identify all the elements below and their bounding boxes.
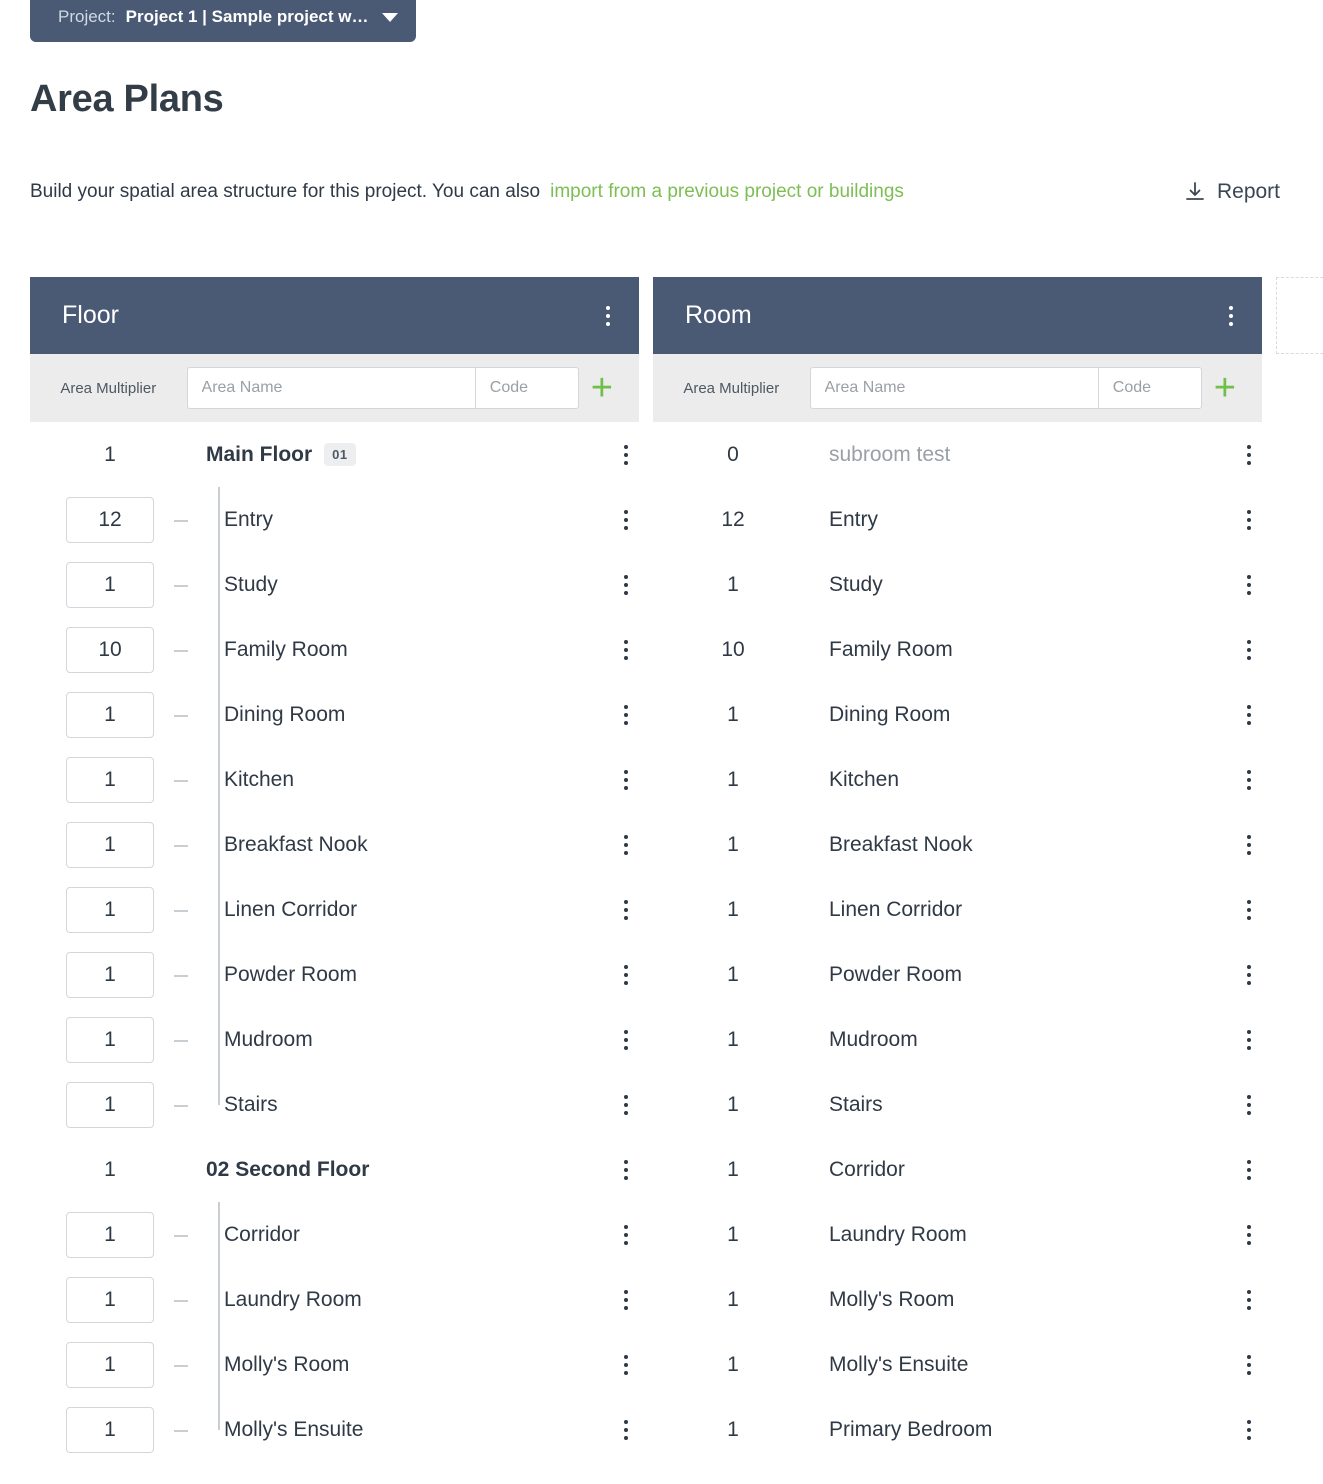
- row-menu-icon[interactable]: [613, 1355, 639, 1375]
- project-selector[interactable]: [30, 0, 416, 42]
- row-menu-icon[interactable]: [613, 510, 639, 530]
- row-multiplier-cell: [30, 1277, 190, 1323]
- row-name-cell[interactable]: [813, 1223, 1236, 1247]
- table-row[interactable]: [653, 1202, 1262, 1267]
- project-selector-label: Project:: [58, 7, 116, 26]
- table-row[interactable]: [30, 1332, 639, 1397]
- row-menu-icon[interactable]: [1236, 770, 1262, 790]
- table-row[interactable]: [653, 1267, 1262, 1332]
- multiplier-input[interactable]: 1: [66, 1017, 154, 1063]
- row-menu-icon[interactable]: [613, 1030, 639, 1050]
- column-floor: [30, 277, 639, 1462]
- multiplier-input[interactable]: 1: [66, 1082, 154, 1128]
- row-multiplier-cell: [653, 1223, 813, 1247]
- row-name: Powder Room: [829, 962, 963, 986]
- row-menu-icon[interactable]: [1236, 1355, 1262, 1375]
- row-name-cell[interactable]: [190, 768, 613, 792]
- table-row[interactable]: [653, 942, 1262, 1007]
- area-plan-board: [30, 277, 1323, 1462]
- multiplier-value: 1: [727, 767, 739, 791]
- table-row[interactable]: [653, 1007, 1262, 1072]
- row-multiplier-cell: [653, 573, 813, 597]
- multiplier-value: 1: [727, 1092, 739, 1116]
- multiplier-input[interactable]: 1: [66, 1277, 154, 1323]
- row-name-cell[interactable]: [190, 573, 613, 597]
- row-name: Laundry Room: [829, 1222, 967, 1246]
- table-row[interactable]: [653, 682, 1262, 747]
- row-menu-icon[interactable]: [1236, 835, 1262, 855]
- row-menu-icon[interactable]: [1236, 1290, 1262, 1310]
- row-name-cell[interactable]: [813, 833, 1236, 857]
- multiplier-value: 0: [727, 442, 739, 466]
- multiplier-input[interactable]: 1: [66, 822, 154, 868]
- row-menu-icon[interactable]: [613, 965, 639, 985]
- row-name: Corridor: [829, 1157, 905, 1181]
- row-menu-icon[interactable]: [1236, 1095, 1262, 1115]
- row-name-cell[interactable]: [813, 898, 1236, 922]
- row-menu-icon[interactable]: [613, 1095, 639, 1115]
- row-multiplier-cell: [30, 692, 190, 738]
- row-name-cell[interactable]: [813, 1093, 1236, 1117]
- table-row[interactable]: [653, 812, 1262, 877]
- multiplier-value: 1: [727, 1352, 739, 1376]
- row-name: Study: [224, 572, 278, 596]
- row-multiplier-cell: [30, 952, 190, 998]
- row-menu-icon[interactable]: [1236, 965, 1262, 985]
- row-name: Molly's Ensuite: [829, 1352, 969, 1376]
- row-menu-icon[interactable]: [613, 1420, 639, 1440]
- room-row-list: [653, 422, 1262, 1462]
- row-name: Breakfast Nook: [224, 832, 368, 856]
- row-name-cell[interactable]: [190, 703, 613, 727]
- multiplier-input[interactable]: 10: [66, 627, 154, 673]
- tree-trunk: [218, 1202, 220, 1430]
- row-multiplier-cell: [653, 833, 813, 857]
- row-name-cell[interactable]: [813, 1418, 1236, 1442]
- row-multiplier-cell: [653, 1288, 813, 1312]
- multiplier-value: 1: [727, 1027, 739, 1051]
- row-name-cell[interactable]: [190, 1418, 613, 1442]
- tree-connector: [174, 520, 188, 522]
- column-floor-menu-icon[interactable]: [595, 306, 621, 326]
- floor-code-input[interactable]: [475, 367, 579, 409]
- row-name: Dining Room: [224, 702, 346, 726]
- row-name: Laundry Room: [224, 1287, 362, 1311]
- row-menu-icon[interactable]: [613, 1225, 639, 1245]
- table-row[interactable]: [653, 1397, 1262, 1462]
- row-name: Linen Corridor: [829, 897, 963, 921]
- row-name-cell[interactable]: [813, 1288, 1236, 1312]
- row-multiplier-cell: [653, 1093, 813, 1117]
- table-row[interactable]: [653, 747, 1262, 812]
- row-name: Entry: [829, 507, 879, 531]
- row-name: Kitchen: [224, 767, 295, 791]
- multiplier-value: 1: [727, 1417, 739, 1441]
- row-code-badge: 01: [324, 443, 355, 466]
- report-button-label: Report: [1216, 180, 1280, 203]
- tree-connector: [174, 975, 188, 977]
- row-name-cell[interactable]: [813, 508, 1236, 532]
- page-title: Area Plans: [30, 78, 224, 120]
- row-name: Primary Bedroom: [829, 1417, 993, 1441]
- row-menu-icon[interactable]: [613, 900, 639, 920]
- row-menu-icon[interactable]: [613, 640, 639, 660]
- tree-connector: [174, 650, 188, 652]
- row-name: 02 Second Floor: [206, 1157, 370, 1181]
- multiplier-value: 1: [727, 1222, 739, 1246]
- row-multiplier-cell: [30, 887, 190, 933]
- area-multiplier-label: Area Multiplier: [60, 379, 157, 397]
- table-row[interactable]: [30, 1397, 639, 1462]
- row-name-cell[interactable]: [813, 963, 1236, 987]
- table-row[interactable]: [30, 1137, 639, 1202]
- row-multiplier-cell: [653, 1158, 813, 1182]
- download-icon: [1183, 180, 1207, 204]
- row-multiplier-cell: [653, 508, 813, 532]
- row-multiplier-cell: [653, 443, 813, 467]
- row-name: Dining Room: [829, 702, 951, 726]
- multiplier-value: 1: [727, 1157, 739, 1181]
- report-button[interactable]: [1183, 180, 1300, 204]
- row-name: Main Floor: [206, 442, 313, 466]
- row-name: Corridor: [224, 1222, 300, 1246]
- column-floor-title: Floor: [62, 301, 119, 329]
- table-row[interactable]: [653, 617, 1262, 682]
- multiplier-value: 10: [721, 637, 745, 661]
- row-multiplier-cell: [30, 1342, 190, 1388]
- row-menu-icon[interactable]: [1236, 575, 1262, 595]
- column-room-menu-icon[interactable]: [1218, 306, 1244, 326]
- row-multiplier-cell: [30, 757, 190, 803]
- row-name-cell[interactable]: [190, 1093, 613, 1117]
- row-multiplier-cell: [30, 443, 190, 467]
- table-row[interactable]: [653, 552, 1262, 617]
- row-multiplier-cell: [653, 963, 813, 987]
- row-name: subroom test: [829, 442, 951, 466]
- table-row[interactable]: [30, 1072, 639, 1137]
- row-name-cell[interactable]: [813, 1028, 1236, 1052]
- row-multiplier-cell: [653, 1353, 813, 1377]
- multiplier-value: 1: [727, 897, 739, 921]
- table-row[interactable]: [30, 877, 639, 942]
- tree-trunk: [218, 487, 220, 1105]
- row-name: Molly's Ensuite: [224, 1417, 364, 1441]
- column-floor-header: [30, 277, 639, 354]
- row-menu-icon[interactable]: [1236, 1420, 1262, 1440]
- area-multiplier-label: Area Multiplier: [683, 379, 780, 397]
- row-menu-icon[interactable]: [1236, 1225, 1262, 1245]
- row-name-cell[interactable]: [190, 898, 613, 922]
- multiplier-input[interactable]: 1: [66, 1342, 154, 1388]
- row-menu-icon[interactable]: [1236, 640, 1262, 660]
- tree-connector: [174, 845, 188, 847]
- floor-area-name-input[interactable]: [187, 367, 475, 409]
- row-name-cell[interactable]: [190, 963, 613, 987]
- row-name-cell[interactable]: [813, 703, 1236, 727]
- row-name: Entry: [224, 507, 274, 531]
- row-menu-icon[interactable]: [613, 770, 639, 790]
- table-row[interactable]: [653, 1072, 1262, 1137]
- column-room-header: [653, 277, 1262, 354]
- row-multiplier-cell: [30, 1017, 190, 1063]
- row-name-cell[interactable]: [190, 443, 613, 467]
- tree-connector: [174, 715, 188, 717]
- row-name: Mudroom: [224, 1027, 313, 1051]
- row-name: Stairs: [224, 1092, 278, 1116]
- row-name-cell[interactable]: [190, 833, 613, 857]
- room-code-input[interactable]: [1098, 367, 1202, 409]
- table-row[interactable]: [653, 877, 1262, 942]
- row-menu-icon[interactable]: [613, 1290, 639, 1310]
- row-name-cell[interactable]: [190, 1158, 613, 1182]
- row-multiplier-cell: [653, 703, 813, 727]
- row-menu-icon[interactable]: [1236, 900, 1262, 920]
- tree-connector: [174, 1430, 188, 1432]
- row-multiplier-cell: [30, 1158, 190, 1182]
- row-menu-icon[interactable]: [613, 1160, 639, 1180]
- table-row[interactable]: [30, 942, 639, 1007]
- row-menu-icon[interactable]: [613, 705, 639, 725]
- multiplier-input[interactable]: 1: [66, 757, 154, 803]
- multiplier-input[interactable]: 1: [66, 1212, 154, 1258]
- multiplier-value: 1: [727, 962, 739, 986]
- row-multiplier-cell: [653, 638, 813, 662]
- column-room-add-row: [653, 354, 1262, 422]
- row-multiplier-cell: [30, 1082, 190, 1128]
- row-menu-icon[interactable]: [1236, 445, 1262, 465]
- row-menu-icon[interactable]: [613, 445, 639, 465]
- row-menu-icon[interactable]: [1236, 1030, 1262, 1050]
- multiplier-input[interactable]: 1: [66, 562, 154, 608]
- floor-add-button[interactable]: +: [590, 367, 613, 409]
- multiplier-input[interactable]: 12: [66, 497, 154, 543]
- row-name-cell[interactable]: [190, 1223, 613, 1247]
- import-link[interactable]: import from a previous project or buildings: [550, 181, 904, 202]
- multiplier-value: 1: [727, 572, 739, 596]
- table-row[interactable]: [30, 422, 639, 487]
- tree-connector: [174, 1040, 188, 1042]
- column-room-title: Room: [685, 301, 752, 329]
- row-name: Family Room: [224, 637, 348, 661]
- multiplier-input[interactable]: 1: [66, 692, 154, 738]
- multiplier-input[interactable]: 1: [66, 1407, 154, 1453]
- row-name: Stairs: [829, 1092, 883, 1116]
- multiplier-value: 12: [721, 507, 745, 531]
- row-name-cell[interactable]: [813, 1353, 1236, 1377]
- row-name: Molly's Room: [224, 1352, 350, 1376]
- multiplier-value: 1: [727, 832, 739, 856]
- row-name-cell[interactable]: [813, 638, 1236, 662]
- page-subtitle-row: [30, 180, 1300, 204]
- row-name: Molly's Room: [829, 1287, 955, 1311]
- multiplier-input[interactable]: 1: [66, 952, 154, 998]
- page-subtitle: Build your spatial area structure for this project. You can also: [30, 181, 541, 202]
- column-floor-add-row: [30, 354, 639, 422]
- row-name: Family Room: [829, 637, 953, 661]
- table-row[interactable]: [653, 1332, 1262, 1397]
- room-add-button[interactable]: +: [1213, 367, 1236, 409]
- column-next-header: [1276, 277, 1323, 354]
- multiplier-value: 1: [727, 702, 739, 726]
- row-menu-icon[interactable]: [613, 575, 639, 595]
- row-name-cell[interactable]: [190, 638, 613, 662]
- row-multiplier-cell: [30, 562, 190, 608]
- table-row[interactable]: [30, 552, 639, 617]
- row-name-cell[interactable]: [190, 508, 613, 532]
- multiplier-value: 1: [104, 1157, 116, 1181]
- row-name: Study: [829, 572, 883, 596]
- row-name: Powder Room: [224, 962, 358, 986]
- multiplier-value: 1: [104, 442, 116, 466]
- table-row[interactable]: [30, 1007, 639, 1072]
- row-multiplier-cell: [30, 822, 190, 868]
- row-name: Breakfast Nook: [829, 832, 973, 856]
- row-name-cell[interactable]: [190, 1028, 613, 1052]
- table-row[interactable]: [30, 747, 639, 812]
- multiplier-value: 1: [727, 1287, 739, 1311]
- table-row[interactable]: [653, 422, 1262, 487]
- room-area-name-input[interactable]: [810, 367, 1098, 409]
- row-multiplier-cell: [30, 497, 190, 543]
- tree-connector: [174, 910, 188, 912]
- row-multiplier-cell: [653, 768, 813, 792]
- row-multiplier-cell: [30, 1407, 190, 1453]
- project-selector-value: Project 1 | Sample project w…: [125, 7, 369, 26]
- row-multiplier-cell: [653, 1418, 813, 1442]
- row-menu-icon[interactable]: [613, 835, 639, 855]
- row-multiplier-cell: [30, 627, 190, 673]
- floor-row-list: [30, 422, 639, 1462]
- row-name-cell[interactable]: [813, 573, 1236, 597]
- row-name: Kitchen: [829, 767, 900, 791]
- row-multiplier-cell: [653, 1028, 813, 1052]
- row-multiplier-cell: [653, 898, 813, 922]
- table-row[interactable]: [30, 682, 639, 747]
- tree-connector: [174, 1300, 188, 1302]
- row-multiplier-cell: [30, 1212, 190, 1258]
- table-row[interactable]: [30, 487, 639, 552]
- table-row[interactable]: [653, 487, 1262, 552]
- tree-connector: [174, 1105, 188, 1107]
- column-room: [653, 277, 1262, 1462]
- row-menu-icon[interactable]: [1236, 510, 1262, 530]
- row-menu-icon[interactable]: [1236, 1160, 1262, 1180]
- row-name: Mudroom: [829, 1027, 918, 1051]
- row-name-cell[interactable]: [813, 443, 1236, 467]
- table-row[interactable]: [30, 1267, 639, 1332]
- tree-connector: [174, 585, 188, 587]
- row-name-cell[interactable]: [190, 1353, 613, 1377]
- table-row[interactable]: [30, 812, 639, 877]
- table-row[interactable]: [653, 1137, 1262, 1202]
- tree-connector: [174, 1365, 188, 1367]
- row-name-cell[interactable]: [813, 768, 1236, 792]
- row-name-cell[interactable]: [813, 1158, 1236, 1182]
- multiplier-input[interactable]: 1: [66, 887, 154, 933]
- table-row[interactable]: [30, 1202, 639, 1267]
- column-next-placeholder[interactable]: [1276, 277, 1323, 354]
- chevron-down-icon: [382, 13, 398, 22]
- row-menu-icon[interactable]: [1236, 705, 1262, 725]
- table-row[interactable]: [30, 617, 639, 682]
- tree-connector: [174, 780, 188, 782]
- row-name-cell[interactable]: [190, 1288, 613, 1312]
- tree-connector: [174, 1235, 188, 1237]
- row-name: Linen Corridor: [224, 897, 358, 921]
